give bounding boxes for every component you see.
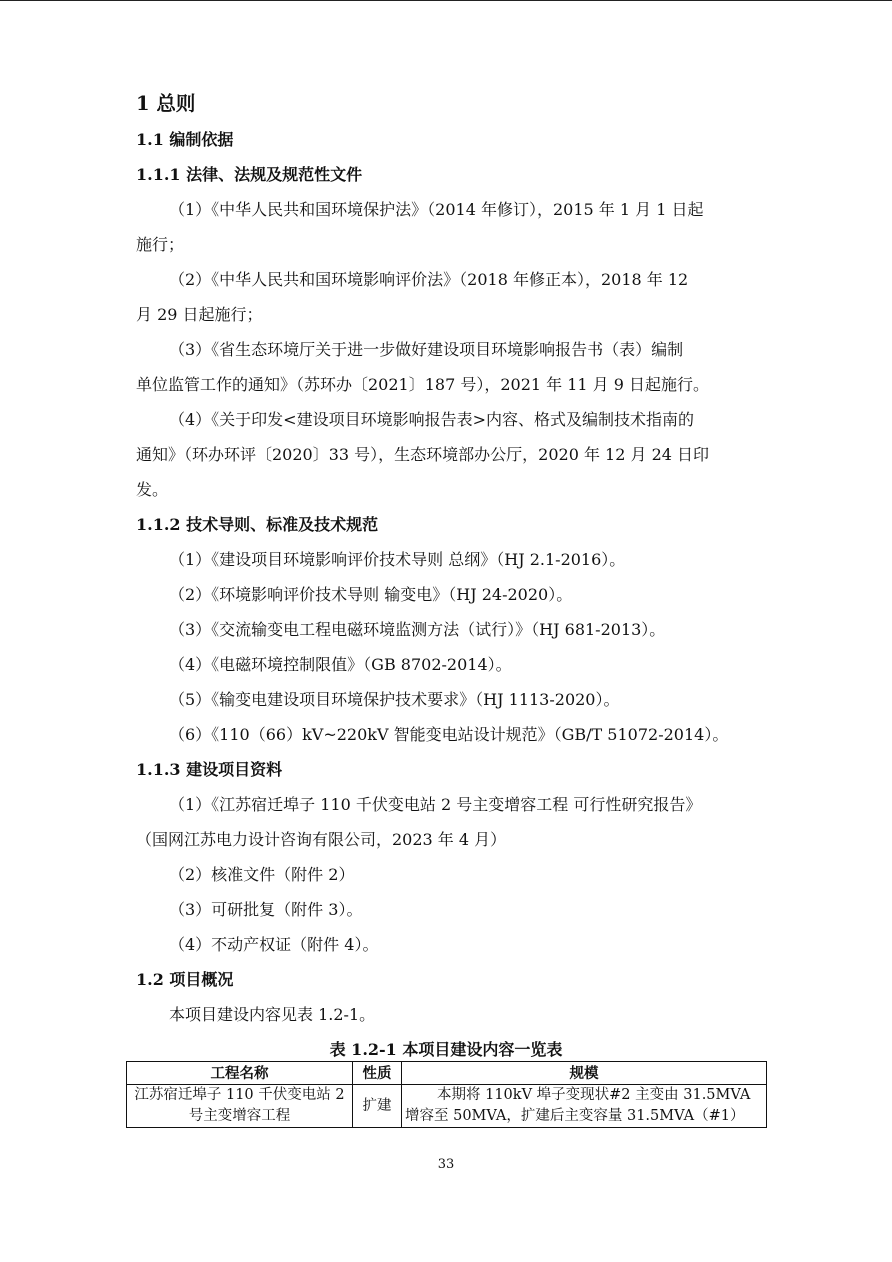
scale-line-1: 本期将 110kV 埠子变现状#2 主变由 31.5MVA [437,1087,751,1103]
header-nature: 性质 [353,1062,402,1085]
law-item-3-line-1: （3）《省生态环境厅关于进一步做好建设项目环境影响报告书（表）编制 [169,340,684,359]
law-item-4-line-2: 通知》（环办环评〔2020〕33 号），生态环境部办公厅，2020 年 12 月 24 日印 [136,445,710,464]
standard-item: （3）《交流输变电工程电磁环境监测方法（试行）》（HJ 681-2013）。 [169,620,666,639]
heading-laws-regulations: 1.1.1 法律、法规及规范性文件 [136,165,363,184]
law-item-4-line-1: （4）《关于印发<建设项目环境影响报告表>内容、格式及编制技术指南的 [169,410,694,429]
law-item-1-line-2: 施行； [136,235,185,254]
standard-item: （5）《输变电建设项目环境保护技术要求》（HJ 1113-2020）。 [169,690,620,709]
law-item-3-line-2: 单位监管工作的通知》（苏环办〔2021〕187 号），2021 年 11 月 9 日起施行。 [136,375,710,394]
standard-item: （2）《环境影响评价技术导则 输变电》（HJ 24-2020）。 [169,585,573,604]
cell-nature: 扩建 [353,1085,402,1128]
project-name-line-2: 号主变增容工程 [188,1108,291,1124]
standard-item: （6）《110（66）kV~220kV 智能变电站设计规范》（GB/T 51072-2014）。 [169,725,729,744]
cell-project-name [127,1085,353,1128]
project-content-table [126,1061,767,1128]
header-project-name: 工程名称 [127,1062,353,1085]
standard-item: （4）《电磁环境控制限值》（GB 8702-2014）。 [169,655,512,674]
law-item-2-line-2: 月 29 日起施行； [136,305,263,324]
project-doc-item-2: （2）核准文件（附件 2） [169,865,355,884]
overview-paragraph: 本项目建设内容见表 1.2-1。 [169,1005,376,1024]
standard-item: （1）《建设项目环境影响评价技术导则 总纲》（HJ 2.1-2016）。 [169,550,626,569]
heading-basis-of-preparation: 1.1 编制依据 [136,130,234,149]
table-caption: 表 1.2-1 本项目建设内容一览表 [329,1040,563,1059]
page-number: 33 [437,1157,455,1172]
project-doc-item-4: （4）不动产权证（附件 4）。 [169,935,379,954]
law-item-2-line-1: （2）《中华人民共和国环境影响评价法》（2018 年修正本），2018 年 12 [169,270,689,289]
header-scale: 规模 [402,1062,767,1085]
law-item-4-line-3: 发。 [136,480,169,499]
heading-general-principles: 1 总则 [136,92,196,115]
scale-line-2: 增容至 50MVA，扩建后主变容量 31.5MVA（#1） [405,1108,745,1124]
law-item-1-line-1: （1）《中华人民共和国环境保护法》（2014 年修订），2015 年 1 月 1 日起 [169,200,704,219]
table-row [127,1085,767,1128]
project-doc-item-3: （3）可研批复（附件 3）。 [169,900,363,919]
heading-project-overview: 1.2 项目概况 [136,970,234,989]
cell-scale [402,1085,767,1128]
project-name-line-1: 江苏宿迁埠子 110 千伏变电站 2 [134,1087,345,1103]
project-doc-item-1-line-1: （1）《江苏宿迁埠子 110 千伏变电站 2 号主变增容工程 可行性研究报告》 [169,795,702,814]
heading-technical-guidelines: 1.1.2 技术导则、标准及技术规范 [136,515,379,534]
heading-project-materials: 1.1.3 建设项目资料 [136,760,283,779]
project-doc-item-1-line-2: （国网江苏电力设计咨询有限公司，2023 年 4 月） [136,830,507,849]
table-header-row [127,1062,767,1085]
